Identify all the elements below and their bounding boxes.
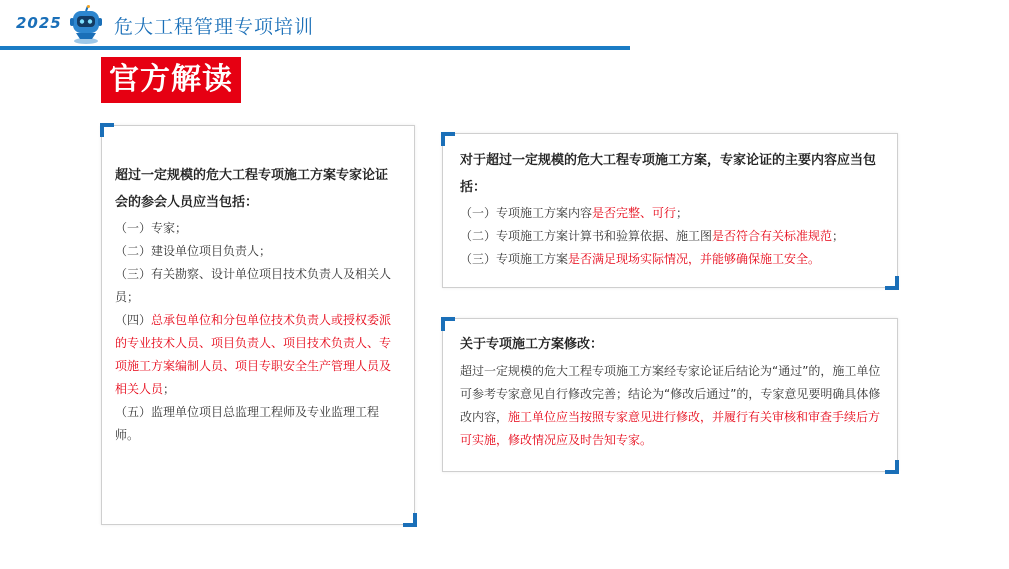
card-corner-top-left <box>441 132 455 146</box>
review-content-list <box>460 202 882 271</box>
list-item: （五）监理单位项目总监理工程师及专业监理工程师。 <box>115 405 380 442</box>
card-corner-bottom-right <box>403 513 417 527</box>
plan-revision-heading: 关于专项施工方案修改： <box>460 337 604 352</box>
item-suffix: ； <box>163 382 176 396</box>
item-suffix: ； <box>832 229 845 243</box>
list-item <box>115 309 400 401</box>
emphasis-text: 是否完整、可行 <box>592 206 677 220</box>
header-divider <box>0 46 630 50</box>
participants-heading: 超过一定规模的危大工程专项施工方案专家论证会的参会人员应当包括： <box>115 168 389 210</box>
emphasis-text: 是否符合有关标准规范 <box>712 229 833 243</box>
emphasis-text: 是否满足现场实际情况，并能够确保施工安全。 <box>568 252 821 266</box>
participants-list <box>115 217 400 447</box>
emphasis-text: 施工单位应当按照专家意见进行修改，并履行有关审核和审查手续后方可实施，修改情况应及时告知专家。 <box>460 410 881 447</box>
robot-mascot-icon <box>66 5 106 45</box>
card-corner-bottom-right <box>885 276 899 290</box>
item-prefix: （一）专项施工方案内容 <box>460 206 593 220</box>
list-item <box>460 248 882 271</box>
list-item: （一）专家； <box>115 221 188 235</box>
list-item <box>460 202 882 225</box>
card-corner-top-left <box>441 317 455 331</box>
review-content-heading: 对于超过一定规模的危大工程专项施工方案，专家论证的主要内容应当包括： <box>460 153 877 195</box>
revision-body-text: 超过一定规模的危大工程专项施工方案经专家论证后结论为“通过”的，施工单位可参考专家意见自行修改完善；结论为“修改后通过”的，专家意见要明确具体修改内容， <box>460 364 881 424</box>
item-prefix: （四） <box>115 313 152 327</box>
list-item: （二）建设单位项目负责人； <box>115 244 272 258</box>
participants-card <box>101 125 415 525</box>
item-prefix: （二）专项施工方案计算书和验算依据、施工图 <box>460 229 713 243</box>
item-suffix: ； <box>676 206 689 220</box>
card-corner-bottom-right <box>885 460 899 474</box>
plan-revision-text <box>460 360 882 452</box>
emphasis-text: 总承包单位和分包单位技术负责人或授权委派的专业技术人员、项目负责人、项目技术负责人、专项施工方案编制人员、项目专职安全生产管理人员及相关人员 <box>115 313 392 396</box>
year-label: 2025 <box>16 14 62 32</box>
official-interpretation-badge: 官方解读 <box>101 57 241 103</box>
header-bar <box>0 0 1009 52</box>
plan-revision-card <box>442 318 898 472</box>
course-title: 危大工程管理专项培训 <box>114 16 315 38</box>
review-content-card <box>442 133 898 288</box>
item-prefix: （三）专项施工方案 <box>460 252 569 266</box>
list-item: （三）有关勘察、设计单位项目技术负责人及相关人员； <box>115 267 392 304</box>
list-item <box>460 225 882 248</box>
card-corner-top-left <box>100 123 114 137</box>
